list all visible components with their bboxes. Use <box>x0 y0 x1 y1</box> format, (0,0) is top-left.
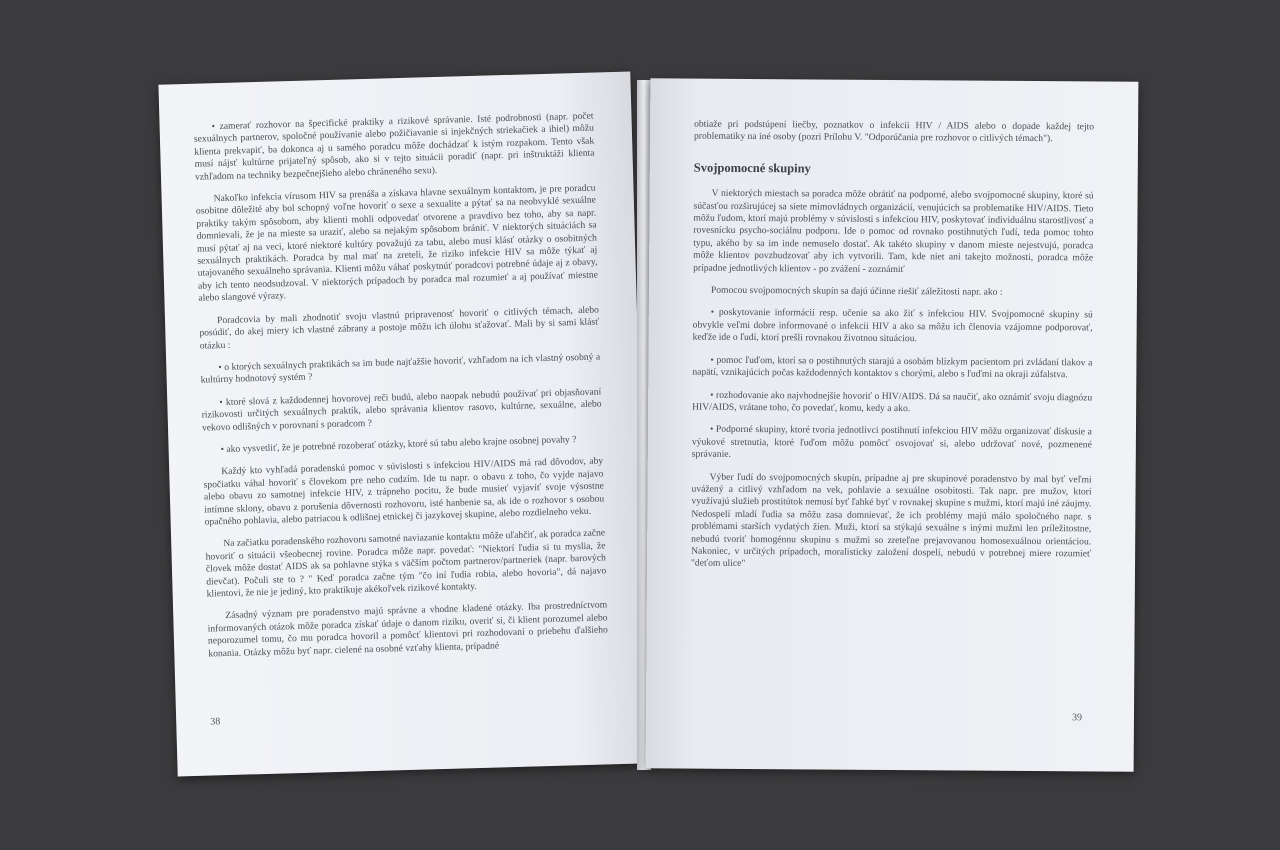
paragraph: obtiaže pri podstúpení liečby, poznatkov o infekcii HIV / AIDS alebo o dopade každej tejto problematiky na iné osoby (pozri Prílohu V. "Odporúčania pre rozhovor o citlivých témach"). <box>693 118 1095 145</box>
bullet-item: • pomoc ľuďom, ktorí sa o postihnutých starajú a osobám blízkym pacientom pri zvládaní tlakov a napätí, vznikajúcich počas každodenných kontaktov s chorými, alebo s ľuďmi na okraji zúfalstva. <box>692 354 1093 381</box>
page-number: 39 <box>1071 712 1082 724</box>
bullet-item: • ako vysvetliť, že je potrebné rozoberať otázky, ktoré sú tabu alebo krajne osobnej povahy ? <box>220 434 577 456</box>
bullet-item: • Podporné skupiny, ktoré tvoria jednotlivci postihnutí infekciou HIV môžu organizovať diskusie a výukové stretnutia, ktoré ľuďom môžu pomôcť osvojovať si, alebo udržovať nové, pozmenené správanie. <box>691 424 1092 461</box>
paragraph: • zamerať rozhovor na špecifické praktiky a rizikové správanie. Isté podrobnosti (napr. počet sexuálnych partnerov, spoločné používanie alebo požičiavanie si injekčných striekačiek a ihiel) môžu klienta prekvapiť, ba dokonca aj u samého poradcu môže dochádzať k istým rozpakom. Tento však musí nájsť kultúrne prijateľný spôsob, ako si v tejto situácii poradiť (napr. pri inštruktáži klienta vzhľadom na techniky bezpečnejšieho alebo chráneného sexu). <box>193 110 595 183</box>
bullet-item: • ktoré slová z každodennej hovorovej reči budú, alebo naopak nebudú používať pri objasňovaní rizikovosti určitých sexuálnych praktík, alebo správania klientov rasovo, kultúrne, sexuálne, alebo vekovo odlišných v porovnaní s poradcom ? <box>201 386 602 434</box>
paragraph: Nakoľko infekcia vírusom HIV sa prenáša a získava hlavne sexuálnym kontaktom, je pre poradcu osobitne dôležité aby bol schopný voľne hovoriť o sexe a sexualite a pýtať sa na neobvyklé sexuálne praktiky takým spôsobom, aby klienti mohli odpovedať otvorene a pravdivo bez toho, aby sa napr. domnievali, že je na mieste sa uraziť, alebo sa nejakým spôsobom brániť. V niektorých situáciách sa musí pýtať aj na veci, ktoré niektoré kultúry považujú za tabu, alebo musí klásť otázky o osobitných sexuálnych praktikách. Poradca by mal mať na zreteli, že riziko infekcie HIV sa môže týkať aj utajovaného sexuálneho správania. Klienti môžu váhať poskytnúť poradcovi potrebné údaje aj z obavy, aby ich tento neodsudzoval. V niektorých prípadoch by poradca mal rozumieť a aj používať miestne alebo slangové výrazy. <box>195 182 599 304</box>
paragraph: Na začiatku poradenského rozhovoru samotné naviazanie kontaktu môže uľahčiť, ak poradca začne hovoriť o situácii všeobecnej rovine. Poradca môže napr. povedať: "Niektorí ľudia si tu myslia, že človek môže dostať AIDS ak sa pohlavne stýka s väčším počtom partnerov/partneriek (napr. barových dievčat). Počuli ste to ? " Keď poradca začne tým "čo iní ľudia robia, alebo hovoria", dá najavo klientovi, že nie je jediný, kto praktikuje akékoľvek rizikové kontakty. <box>205 527 607 600</box>
bullet-item: • o ktorých sexuálnych praktikách sa im bude najťažšie hovoriť, vzhľadom na ich vlastný osobný a kultúrny hodnotový systém ? <box>200 351 601 386</box>
right-page <box>646 78 1139 771</box>
right-page-text <box>691 119 1094 584</box>
bullet-item: • rozhodovanie ako najvhodnejšie hovoriť o HIV/AIDS. Dá sa naučiť, ako oznámiť svoju diagnózu HIV/AIDS, vrátane toho, čo povedať, komu, kedy a ako. <box>692 389 1093 415</box>
paragraph: Výber ľudí do svojpomocných skupín, prípadne aj pre skupinové poradenstvo by mal byť veľmi uvážený a citlivý vzhľadom na vek, pohlavie a sexuálne osobitosti. Tak napr. pre mužov, ktorí využívajú služieb prostitútok nemusí byť ľahké byť v rovnakej skupine s mužmi, ktorí majú iné záujmy. Nedospelí mladí ľudia sa môžu zasa domnievať, že ich problémy majú málo spoločného napr. s problémami starších vydatých žien. Muži, ktorí sa stýkajú sexuálne s inými mužmi len príležitostne, nebudú tvoriť homogénnu skupinu s mužmi so zreteľne prejavovanou homosexuálnou orientáciou. Nakoniec, v určitých prípadoch, moralisticky založení dospelí, nebudú v potrebnej miere rozumieť "deťom ulice" <box>690 471 1092 570</box>
paragraph: V niektorých miestach sa poradca môže obrátiť na podporné, alebo svojpomocné skupiny, ktoré sú súčasťou rozširujúcej sa siete mimovládnych organizácií, venujúcich sa problematike HIV/AIDS. Tieto môžu ľudom, ktorí majú problémy v súvislosti s infekciou HIV, poskytovať individuálnu starostlivosť a rovesnícku psycho-sociálnu podporu. Ide o pomoc od rovnako postihnutých ľudí, teda pomoc tohto typu, akého by sa im inde nemuselo dostať. Ak takéto skupiny v danom mieste nejestvujú, poradca môže klientov povzbudzovať aby ich vytvorili. Tam, kde niet ani takejto možnosti, poradca môže prípadne jednotlivých klientov - po zvážení - zoznámiť <box>693 187 1094 275</box>
paragraph: Každý kto vyhľadá poradenskú pomoc v súvislosti s infekciou HIV/AIDS má rad dôvodov, aby spočiatku váhal hovoriť s človekom pre neho cudzím. Ide tu napr. o obavu z toho, čo vyjde najavo alebo obavu zo samotnej infekcie HIV, z trápneho pocitu, že bude musieť vyjaviť svoje výsostne intímne sklony, obavu z porušenia dôvernosti rozhovoru, isté hanbenie sa, ak ide o rozhovor s osobou opačného pohlavia, alebo patriacou k odlišnej etnickej či jazykovej skupine, alebo rozdielneho veku. <box>203 455 605 528</box>
paragraph: Zásadný význam pre poradenstvo majú správne a vhodne kladené otázky. Iba prostredníctvom informovaných otázok môže poradca získať údaje o danom riziku, overiť si, či klient porozumel alebo neporozumel tomu, čo mu poradca hovoril a pomôcť klientovi pri rozhodovaní o priebehu ďalšieho konania. Otázky môžu byť napr. cielené na osobné vzťahy klienta, prípadné <box>207 599 608 660</box>
section-heading: Svojpomocné skupiny <box>693 160 811 176</box>
paragraph: Poradcovia by mali zhodnotiť svoju vlastnú pripravenosť hovoriť o citlivých témach, alebo posúdiť, do akej miery ich vlastné zábrany a postoje môžu ich úlohu sťažovať. Mali by si sami klásť otázku : <box>199 304 600 352</box>
page-number: 38 <box>210 716 221 728</box>
left-page <box>158 72 649 777</box>
left-page-text <box>193 111 608 671</box>
bullet-item: • poskytovanie informácií resp. učenie sa ako žiť s infekciou HIV. Svojpomocné skupiny sú obvykle veľmi dobre informované o infekcii HIV a ako sa môžu ich členovia vzájomne podporovať, keďže ide o ľudí, ktorí prešli rovnakou životnou situáciou. <box>692 307 1093 345</box>
paragraph: Pomocou svojpomocných skupín sa dajú účinne riešiť záležitosti napr. ako : <box>710 284 1003 298</box>
